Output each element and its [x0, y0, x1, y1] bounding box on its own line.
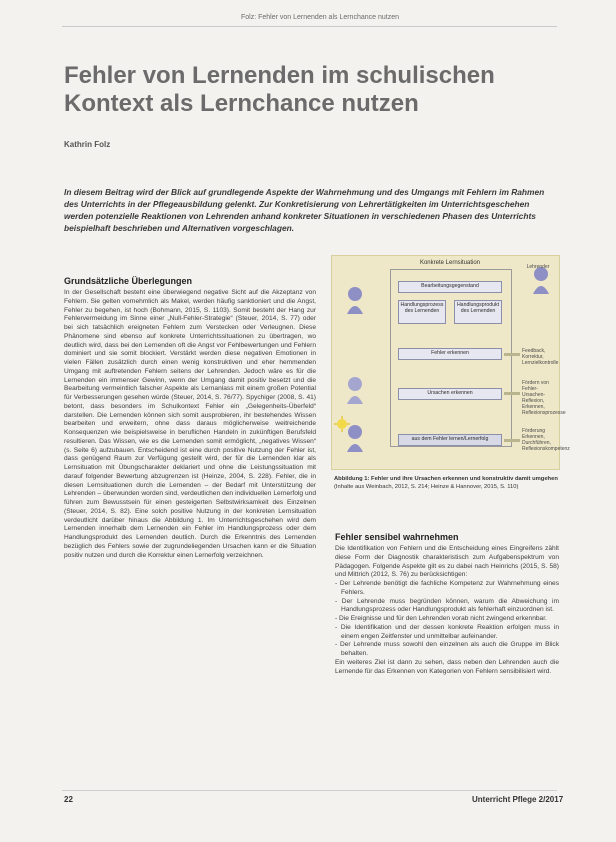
- side-label: Förderung Erkennen, Durchführen, Reflexionskompetenz: [522, 428, 570, 452]
- side-label: Lehrender: [526, 264, 550, 270]
- page-number: 22: [64, 795, 73, 804]
- section-heading: Fehler sensibel wahrnehmen: [335, 532, 459, 542]
- section-heading: Grundsätzliche Überlegungen: [64, 276, 193, 286]
- figure-box: Bearbeitungsgegenstand: [398, 281, 502, 293]
- arrow: [504, 353, 520, 356]
- figure-box: Ursachen erkennen: [398, 388, 502, 400]
- caption-source: (Inhalte aus Weinbach, 2012, S. 214; Heinze & Hannover, 2015, S. 110): [334, 483, 519, 490]
- running-head: Folz: Fehler von Lernenden als Lernchance nutzen: [241, 14, 399, 21]
- figure-box: Handlungsprodukt des Lernenden: [454, 300, 502, 324]
- figure-caption: [334, 476, 560, 491]
- author: Kathrin Folz: [64, 140, 111, 149]
- bullet-item: - Die Ereignisse und für den Lehrenden vorab nicht zwingend erkennbar.: [335, 615, 547, 622]
- figure-box: Handlungsprozess des Lernenden: [398, 300, 446, 324]
- paragraph: Die Identifikation von Fehlern und die Entscheidung eines Eingreifens zählt diese Form der Diagnostik charakteristisch zum Aufgabenspektrum von Pädagogen. Folgende Aspekte gilt es zu dabei nach Heinrichs (2015, S. 58) und Mittrich (2012, S. 76) zu berücksichtigen:: [335, 545, 559, 579]
- figure-box: aus dem Fehler lernen/Lernerfolg: [398, 434, 502, 446]
- teacher-head-icon: [532, 266, 550, 294]
- arrow: [504, 439, 520, 442]
- figure-box: Fehler erkennen: [398, 348, 502, 360]
- abstract: In diesem Beitrag wird der Blick auf grundlegende Aspekte der Wahrnehmung und des Umgangs mit Fehlern im Rahmen des Unterrichts in der Pflegeausbildung gelenkt. Zur Konkretisierung von Lehrertätigkeiten im Unterrichtsgeschehen werden potenzielle Reaktionen von Lehrenden anhand konkreter Situationen in verschiedenen Phasen des Unterrichts beispielhaft beschrieben und Alternativen vorgeschlagen.: [64, 187, 545, 233]
- learner-head-icon: [346, 286, 364, 314]
- right-column: [335, 532, 559, 676]
- learner-head-icon: [346, 376, 364, 404]
- paragraph: In der Gesellschaft besteht eine überwiegend negative Sicht auf die Akzeptanz von Fehlern. Sie gelten vornehmlich als Makel, werden häufig sanktioniert und die Angst, Fehler zu begehen, ist hoch (Bohmann, 2015, S. 1103). Somit besteht der Hang zur Fehlervermeidung im Sinne einer „Null-Fehler-Strategie“ (Steuer, 2014, S. 77) oder bei sich tatsächlich ereigneten Fehlern zum Verstecken oder Verleugnen. Diese Phänomene sind ebenso auf konkrete Unterrichtssituationen zu übertragen, wo deutlich wird, dass bei den Lernenden oft die Angst vor Fehlbewertungen und Fehlern dominiert und sie somit blockiert. Verstärkt werden diese negativen Emotionen in vielen Fällen zusätzlich durch einen wenig konstruktiven und eher hemmenden Umgang mit auftretenden Fehlern seitens der Lehrenden. Jedoch wäre es für die Lernenden ein immenser Gewinn, wenn der Umgang damit positiv besetzt und die Bearbeitung vermeintlich falscher Aspekte als Lernanlass mit einem großen Potential für Verbesserungen gesehen würde (Steuer, 2014, S. 76/77). Spychiger (2008, S. 41) betont, dass besonders im Schulkontext Fehler ein „Gelegenheits-Überfeld“ darstellen. Die Lernenden können sich somit ausprobieren, ihr bestehendes Wissen bearbeiten und erweitern, ohne dass daraus möglicherweise weitreichende Konsequenzen wie beispielsweise in beruflichen Handeln in zukünftigen Berufsfeld resultieren. Das Wissen, wie es die Lernenden somit ermöglicht, „negatives Wissen“ (s. Seite 6) aufzubauen. Entscheidend ist eine durch positive Nutzung der Fehler ist, dass genügend Raum zur Verfügung gestellt wird, der für die Lernenden klar als Lernsituation mit Übungscharakter deklariert und ohne die Leistungssituation mit darauf folgender Bewertung abzugrenzen ist (Heinze, 2004, S. 228). Fehler, die in diesen Lernsituationen durch die Lernenden – der Bedarf mit Unterstützung der Lehrenden – überwunden worden sind, verdeutlichen den individuellen Lernerfolg und führen zum Bewusstsein für einen gesteigerten Selbstwirksamkeit des Einzelnen (Steuer, 2014, S. 82). Eine solch positive Nutzung in der konkreten Lernsituation verdeutlicht darüber hinaus die Abbildung 1. Im Unterrichtsgeschehen wird dem Lernenden innerhalb dem Lernenden ein Fehler im Handlungsprozess oder dem Handlungsprodukt des Lernenden deutlich. Durch die Erkenntnis des Lernenden bezüglich des Fehlers sowie der zugrundeliegenden Ursachen kann er die Situation positiv nutzen und durch die Korrektur einen Lernerfolg verzeichnen.: [64, 289, 316, 559]
- paragraph: Ein weiteres Ziel ist dann zu sehen, dass neben den Lehrenden auch die Lernende für das Erkennen von Kategorien von Fehlern sensibilisiert wird.: [335, 658, 559, 675]
- footer-rule: [62, 790, 557, 791]
- journal-name: Unterricht Pflege 2/2017: [472, 795, 564, 804]
- figure-diagram: [331, 255, 570, 470]
- bullet-item: - Der Lehrende muss sowohl den einzelnen als auch die Gruppe im Blick behalten.: [335, 641, 559, 657]
- bullet-item: - Die Identifikation und der dessen konkrete Reaktion erfolgen muss in einem engen Zeitfenster und unmittelbar aufeinander.: [335, 623, 559, 640]
- caption-label: Abbildung 1: Fehler und ihre Ursachen erkennen und konstruktiv damit umgehen: [334, 476, 558, 482]
- figure-title: Konkrete Lernsituation: [419, 260, 481, 266]
- article-title: Fehler von Lernenden im schulischen Kontext als Lernchance nutzen: [64, 62, 495, 117]
- arrow: [504, 392, 520, 395]
- side-label: Fördern von Fehler-Ursachen-Reflexion, Erkennen, Reflexionsprozesse: [522, 380, 566, 416]
- header-rule: [62, 26, 557, 27]
- left-column: [64, 276, 316, 560]
- bullet-item: - Der Lehrende benötigt die fachliche Kompetenz zur Wahrnehmung eines Fehlers.: [335, 580, 559, 596]
- lightbulb-icon: [334, 416, 350, 432]
- side-label: Feedback, Korrektur, Lernzielkontrolle: [522, 348, 559, 366]
- bullet-item: - Der Lehrende muss begründen können, warum die Abweichung im Handlungsprozess oder Handlungsprodukt als fehlerhaft einzuordnen ist.: [335, 597, 559, 614]
